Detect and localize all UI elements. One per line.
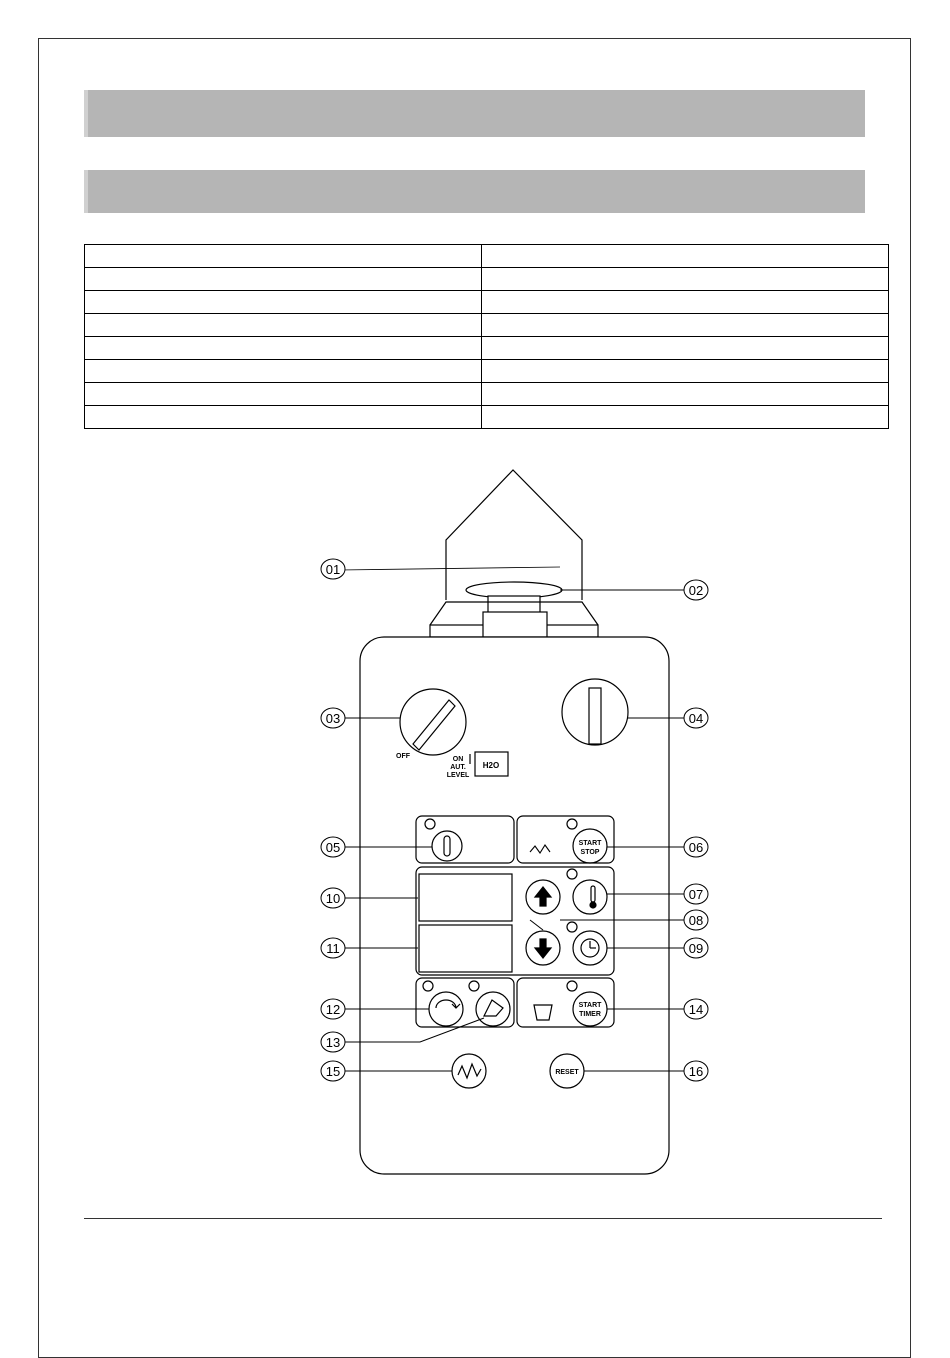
panel-body — [360, 637, 669, 1174]
label-h2o: H2O — [482, 761, 500, 770]
callout-13: 13 — [325, 1035, 341, 1050]
callout-07: 07 — [688, 887, 704, 902]
reset-label: RESET — [555, 1069, 579, 1076]
label-aut: AUT. — [450, 764, 466, 771]
callout-03: 03 — [325, 711, 341, 726]
callout-11: 11 — [326, 941, 340, 956]
label-on: ON — [452, 756, 464, 763]
callout-06: 06 — [688, 840, 704, 855]
callout-12: 12 — [325, 1002, 341, 1017]
start-timer-bottom-label: TIMER — [579, 1011, 601, 1018]
callout-08: 08 — [688, 913, 704, 928]
callout-10: 10 — [325, 891, 341, 906]
callout-15: 15 — [325, 1064, 341, 1079]
callout-04: 04 — [688, 711, 704, 726]
start-timer-top-label: START — [578, 1002, 602, 1009]
callout-05: 05 — [325, 840, 341, 855]
top-cover — [446, 470, 582, 600]
label-off: OFF — [396, 753, 410, 760]
label-level: LEVEL — [446, 772, 470, 779]
callout-16: 16 — [688, 1064, 704, 1079]
start-stop-bottom-label: STOP — [580, 849, 600, 856]
callout-02: 02 — [688, 583, 704, 598]
callout-09: 09 — [688, 941, 704, 956]
start-stop-top-label: START — [578, 840, 602, 847]
footer-rule — [84, 1218, 882, 1219]
callout-14: 14 — [688, 1002, 704, 1017]
callout-01: 01 — [325, 562, 341, 577]
